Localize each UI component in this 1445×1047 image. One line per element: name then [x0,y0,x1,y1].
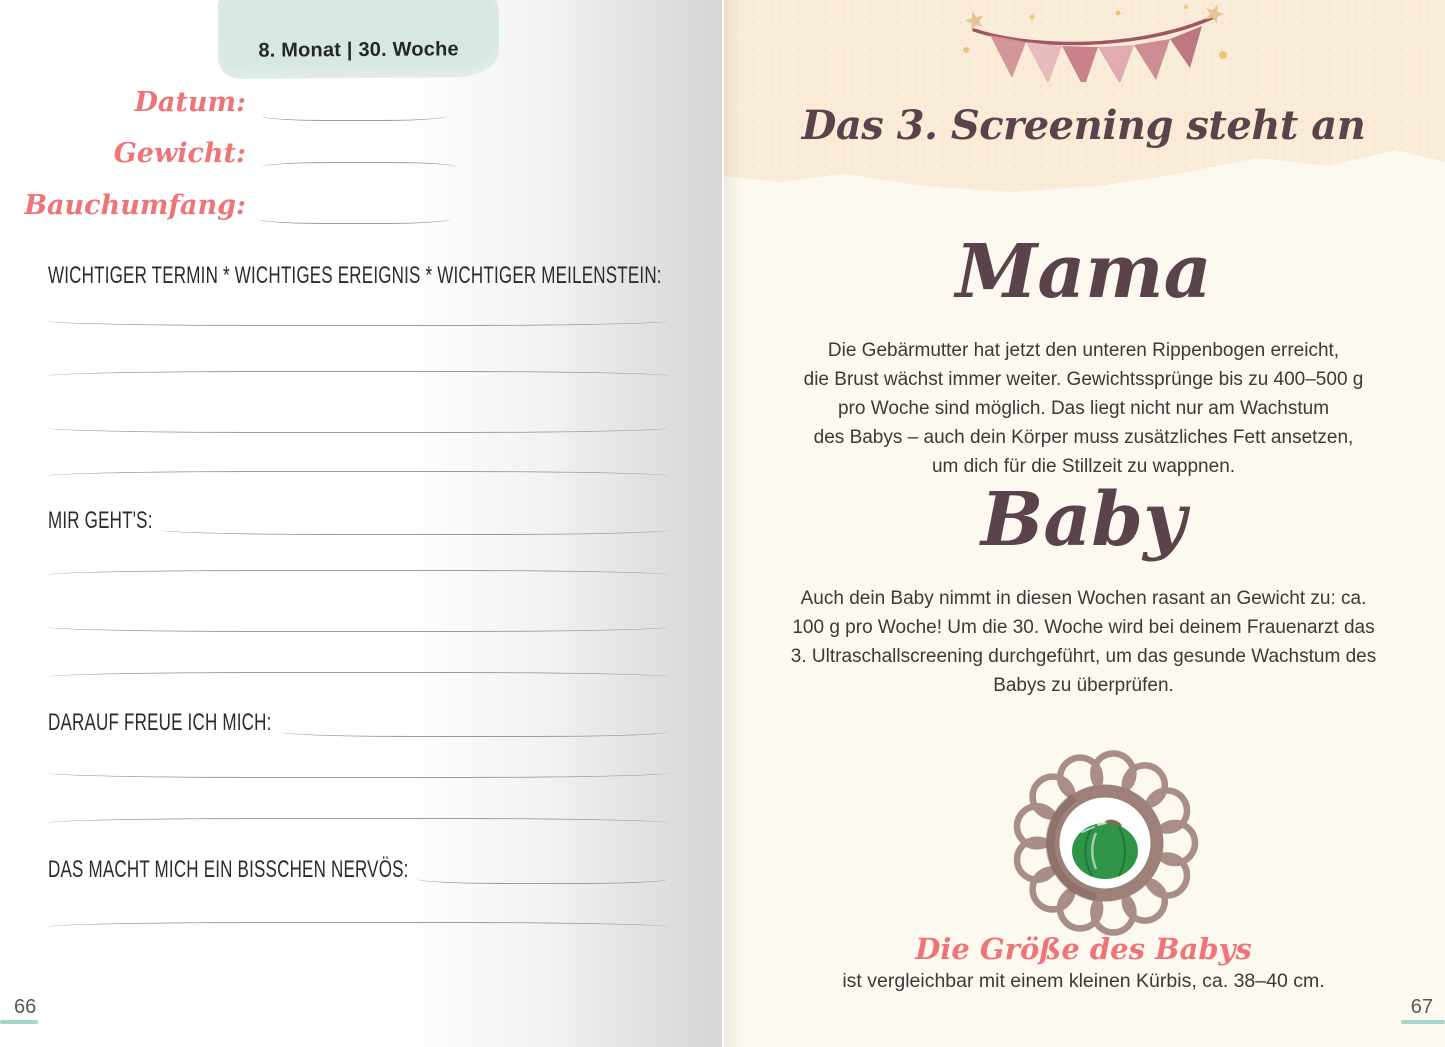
prompt-nervous: DAS MACHT MICH EIN BISSCHEN NERVÖS: [48,856,409,883]
right-info-page [722,0,1445,1047]
page-number-right: 67 [1410,996,1433,1018]
field-label-gewicht: Gewicht: [113,138,246,169]
writing-line [48,570,668,580]
mama-paragraph: Die Gebärmutter hat jetzt den unteren Rippenbogen erreicht, die Brust wächst immer weiter. Gewichtssprünge bis zu 400–500 g pro Woche sind möglich. Das liegt nicht nur am Wachstum des Babys – auch dein Körper muss zusätzliches Fett ansetzen, um dich für die Stillzeit zu wappnen. [803,340,1364,477]
writing-line-gewicht [262,162,457,172]
page-title: Das 3. Screening steht an [801,102,1366,149]
writing-line [48,768,668,778]
size-caption-heading: Die Größe des Babys [915,932,1252,966]
page-number-left: 66 [14,996,37,1018]
writing-line [48,423,668,433]
mama-heading: Mama [955,229,1212,315]
writing-line [48,922,668,932]
writing-line [48,371,668,381]
field-label-datum: Datum: [134,87,246,118]
green-pumpkin-doily-icon [1010,748,1200,938]
baby-paragraph: Auch dein Baby nimmt in diesen Wochen rasant an Gewicht zu: ca. 100 g pro Woche! Um die 30. Woche wird bei deinem Frauenarzt das 3. Ultraschallscreening durchgeführt, um das gesunde Wachstum des Babys zu überprüfen. [790,588,1377,696]
field-label-bauchumfang: Bauchumfang: [24,190,246,221]
page-number-underline [1401,1020,1445,1024]
week-header-block [218,0,500,79]
star-icon [963,9,986,31]
week-header: 8. Monat | 30. Woche [258,38,459,62]
prompt-looking-forward: DARAUF FREUE ICH MICH: [48,709,272,736]
size-caption-text: ist vergleichbar mit einem kleinen Kürbis, ca. 38–40 cm. [842,970,1325,992]
writing-line-datum [262,111,446,121]
writing-line [417,874,668,884]
writing-line [161,525,668,535]
writing-line-bauchumfang [258,214,450,224]
writing-line [280,727,668,737]
left-journal-page [0,0,722,1047]
prompt-events: WICHTIGER TERMIN * WICHTIGES EREIGNIS * WICHTIGER MEILENSTEIN: [48,262,662,289]
writing-line [48,818,668,828]
writing-line [48,672,668,682]
writing-line [48,471,668,481]
baby-heading: Baby [980,477,1187,563]
prompt-feeling-row [48,507,668,535]
prompt-feeling: MIR GEHT'S: [48,507,153,534]
writing-line [48,316,668,326]
pink-bunting-banner-icon [960,2,1230,82]
prompt-looking-forward-row [48,709,668,737]
writing-line [48,622,668,632]
prompt-nervous-row [48,856,668,884]
page-number-underline [0,1020,38,1024]
